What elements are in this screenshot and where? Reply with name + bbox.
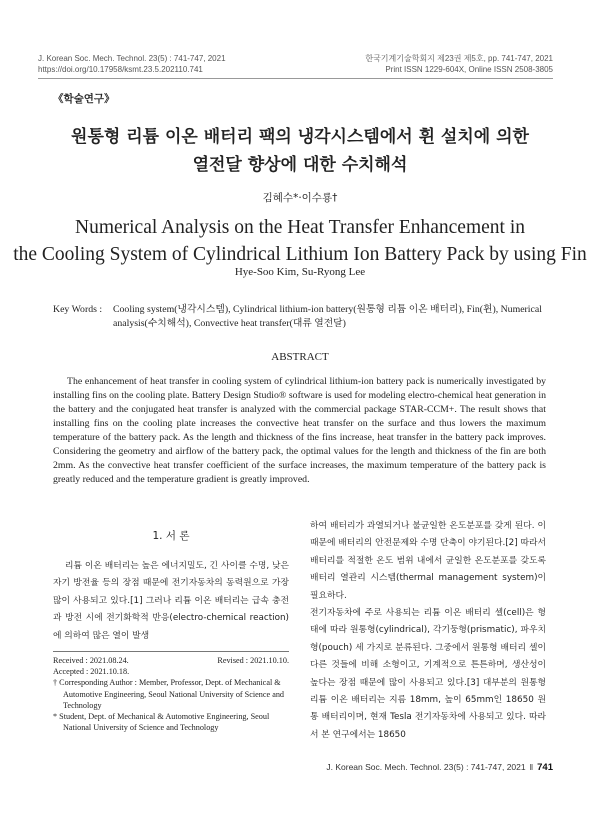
date-row — [53, 655, 289, 666]
received-date: Received : 2021.08.24. — [53, 656, 129, 665]
abstract-heading: ABSTRACT — [271, 351, 329, 363]
student-author-note: * Student, Dept. of Mechanical & Automotive Engineering, Seoul National University of Science and Technology — [53, 712, 270, 733]
section-heading-introduction: 1. 서 론 — [152, 530, 190, 542]
journal-citation-kr: 한국기계기술학회지 제23권 제5호, pp. 741-747, 2021 — [365, 54, 553, 63]
intro-paragraph-right-2: 전기자동차에 주로 사용되는 리튬 이온 배터리 셀(cell)은 형태에 따라 원통형(cylindrical), 각기둥형(prismatic), 파우치형(pouch) 세 가지로 분류된다. 그중에서 원통형 배터리 셀이 다른 것들에 비해 소형이고, 기계적으로 튼튼하며, 생산성이 높다는 장점 때문에 많이 사용되고 있다.[3] 대부분의 원통형 리튬 이온 배터리는 지름 18mm, 높이 65mm인 18650 원통 배터리이며, 현재 Tesla 전기자동차에 사용되고 있다. 따라서 본 연구에서는 18650 — [310, 608, 546, 740]
keywords-label: Key Words : — [53, 304, 103, 315]
page-footer — [326, 762, 553, 773]
intro-paragraph-right-1: 하여 배터리가 과열되거나 불균일한 온도분포를 갖게 된다. 이 때문에 배터리의 안전문제와 수명 단축이 야기된다.[2] 따라서 배터리를 적절한 온도 범위 내에서 균일한 온도분포를 갖도록 배터리 열관리 시스템(thermal management system)이 필요하다. — [310, 521, 546, 601]
running-header-right — [365, 53, 553, 75]
footer-citation: J. Korean Soc. Mech. Technol. 23(5) : 741-747, 2021 — [326, 762, 526, 772]
keywords-text: Cooling system(냉각시스템), Cylindrical lithium-ion battery(원통형 리튬 이온 배터리), Fin(휜), Numerical analysis(수치해석), Convective heat transfer(대류 열전달) — [113, 304, 542, 329]
english-title-line1: Numerical Analysis on the Heat Transfer Enhancement in — [74, 217, 525, 238]
intro-paragraph-left: 리튬 이온 배터리는 높은 에너지밀도, 긴 사이클 수명, 낮은 자기 방전율 등의 장점 때문에 전기자동차의 동력원으로 가장 많이 사용되고 있다.[1] 그러나 리튬 이온 배터리는 급속 충전과 방전 시에 전기화학적 반응(electro-chemical reaction)에 의하여 많은 열이 발생 — [53, 561, 289, 641]
english-title-line2: the Cooling System of Cylindrical Lithium Ion Battery Pack by using Fin — [13, 244, 587, 265]
left-column — [53, 518, 289, 645]
footnotes — [53, 655, 289, 733]
page-number: 741 — [537, 762, 553, 773]
keywords-block — [53, 303, 553, 331]
issn-info: Print ISSN 1229-604X, Online ISSN 2508-3805 — [385, 65, 553, 74]
journal-citation: J. Korean Soc. Mech. Technol. 23(5) : 741-747, 2021 — [38, 54, 226, 63]
korean-title — [0, 123, 600, 179]
right-column — [310, 518, 546, 744]
english-authors: Hye-Soo Kim, Su-Ryong Lee — [234, 266, 366, 278]
accepted-date: Accepted : 2021.10.18. — [53, 667, 130, 677]
revised-date: Revised : 2021.10.10. — [217, 656, 289, 665]
footer-separator: ‖ — [529, 762, 534, 772]
english-title — [0, 214, 600, 268]
running-header-left — [38, 53, 226, 75]
doi-link[interactable]: https://doi.org/10.17958/ksmt.23.5.202110.741 — [38, 65, 203, 74]
korean-title-line1: 원통형 리튬 이온 배터리 팩의 냉각시스템에서 휜 설치에 의한 — [71, 127, 529, 147]
header-divider — [38, 78, 553, 79]
abstract-text: The enhancement of heat transfer in cooling system of cylindrical lithium-ion battery pack is numerically investigated by installing fins on the cooling plate. Battery Design Studio® software is used for modeling electro-chemical heat generation in the battery and the conjugated heat transfer is analyzed with the commercial package STAR-CCM+. The result shows that installing fins on the cooling plate increases the convective heat transfer on the surface and thus lowers the maximum temperature of the battery pack. As the length and thickness of the fins increase, heat transfer in the battery pack improves. Considering the geometry and airflow of the battery pack, the optimal values for the length and thickness of the fin are both 2mm. As the convective heat transfer coefficient of the surface increases, the maximum temperature of the battery pack is greatly reduced and the temperature gradient is greatly improved. — [53, 376, 546, 485]
korean-title-line2: 열전달 향상에 대한 수치해석 — [192, 155, 408, 175]
article-category: 《학술연구》 — [53, 93, 115, 105]
corresponding-author-note: † Corresponding Author : Member, Professor, Dept. of Mechanical & Automotive Engineering, Seoul National University of Science and Technology — [53, 678, 285, 710]
korean-authors: 김혜수*·이수룡† — [262, 192, 338, 204]
footnote-divider — [53, 651, 289, 652]
